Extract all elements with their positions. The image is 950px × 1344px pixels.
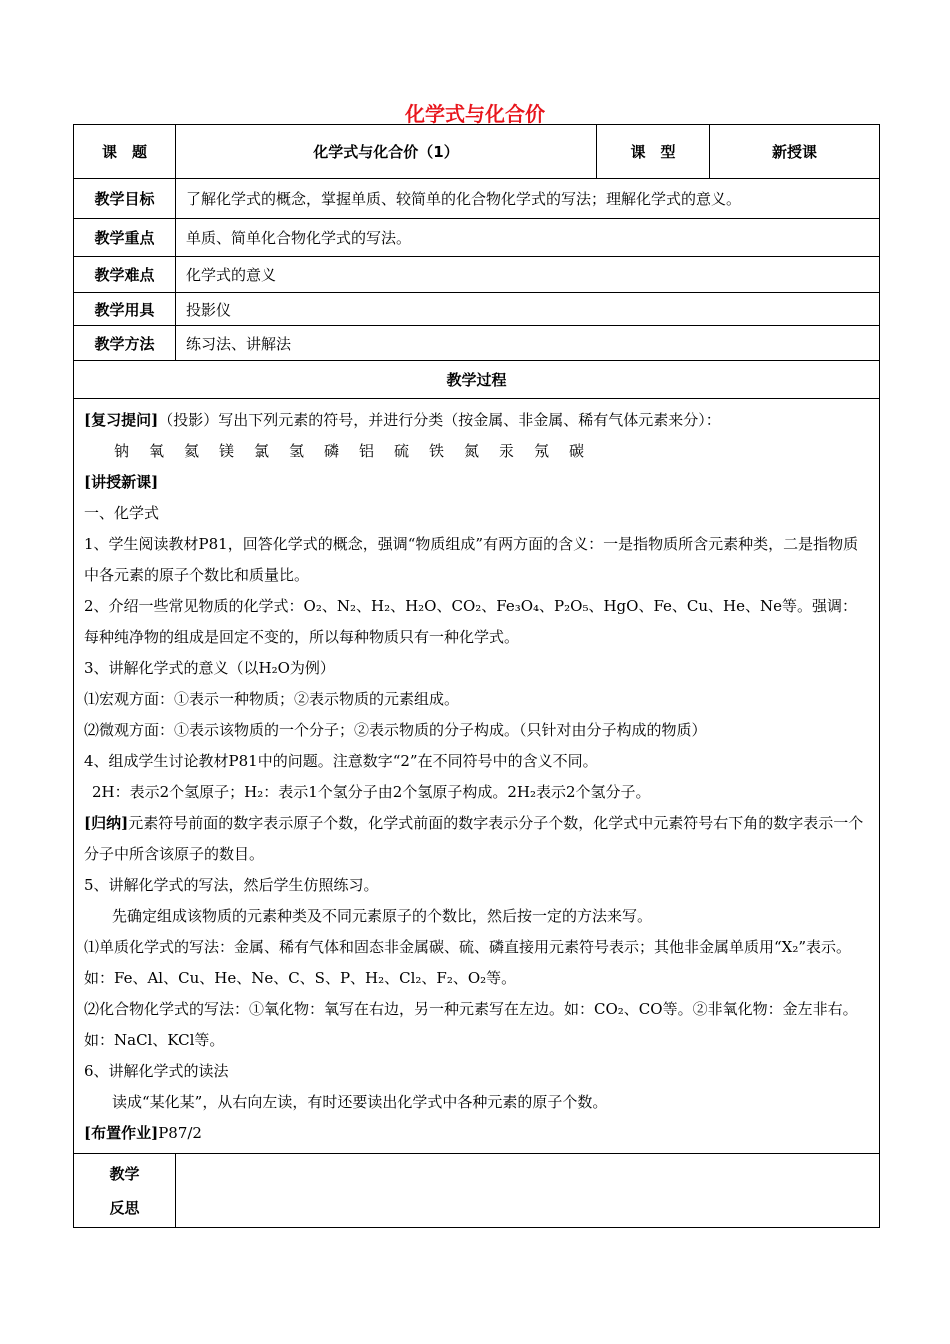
process-row: [74, 399, 880, 1154]
section-1-heading: 一、化学式: [84, 504, 160, 522]
process-title: 教学过程: [74, 361, 880, 399]
paragraph-5c: ⑵化合物化学式的写法：①氧化物：氧写在右边，另一种元素写在左边。如：CO₂、CO等。②非氧化物：金左非右。如：NaCl、KCl等。: [84, 1000, 858, 1049]
review-text: （投影）写出下列元素的符号，并进行分类（按金属、非金属、稀有气体元素来分）：: [158, 411, 721, 429]
element-list: [84, 436, 871, 467]
goal-label: 教学目标: [74, 179, 176, 219]
element-name: 镁: [219, 442, 235, 460]
paragraph-6: 6、讲解化学式的读法: [84, 1062, 229, 1080]
review-tag: [复习提问]: [84, 411, 159, 429]
paragraph-3a: ⑴宏观方面：①表示一种物质；②表示物质的元素组成。: [84, 690, 460, 708]
review-paragraph: [84, 405, 871, 436]
paragraph-5b: ⑴单质化学式的写法：金属、稀有气体和固态非金属碳、硫、磷直接用元素符号表示；其他非金属单质用“X₂”表示。如：Fe、Al、Cu、He、Ne、C、S、P、H₂、Cl₂、F₂、O₂等。: [84, 938, 852, 987]
homework-tag: [布置作业]: [84, 1124, 159, 1142]
element-name: 铁: [429, 442, 445, 460]
summary-text: 元素符号前面的数字表示原子个数，化学式前面的数字表示分子个数，化学式中元素符号右下角的数字表示一个分子中所含该原子的数目。: [84, 814, 864, 863]
process-title-row: [74, 361, 880, 399]
element-name: 氦: [184, 442, 200, 460]
goal-row: [74, 179, 880, 219]
new-lesson-tag: [讲授新课]: [84, 473, 159, 491]
document-title: 化学式与化合价: [405, 102, 545, 126]
difficulty-label: 教学难点: [74, 257, 176, 293]
element-name: 氮: [464, 442, 480, 460]
difficulty-row: [74, 257, 880, 293]
paragraph-3b: ⑵微观方面：①表示该物质的一个分子；②表示物质的分子构成。（只针对由分子构成的物质）: [84, 721, 707, 739]
goal-value: 了解化学式的概念，掌握单质、较简单的化合物化学式的写法；理解化学式的意义。: [176, 179, 880, 219]
tools-row: [74, 293, 880, 326]
reflection-label: [74, 1154, 176, 1228]
homework-paragraph: [84, 1118, 871, 1149]
topic-value: 化学式与化合价（1）: [176, 125, 597, 179]
reflection-row: [74, 1154, 880, 1228]
paragraph-2: 2、介绍一些常见物质的化学式：O₂、N₂、H₂、H₂O、CO₂、Fe₃O₄、P₂O₅、HgO、Fe、Cu、He、Ne等。强调：每种纯净物的组成是回定不变的，所以每种物质只有一种化学式。: [84, 597, 858, 646]
tools-value: 投影仪: [176, 293, 880, 326]
process-content: [74, 399, 880, 1154]
paragraph-1: 1、学生阅读教材P81，回答化学式的概念，强调“物质组成”有两方面的含义：一是指物质所含元素种类，二是指物质中各元素的原子个数比和质量比。: [84, 535, 859, 584]
summary-tag: [归纳]: [84, 814, 129, 832]
element-name: 钠: [114, 442, 130, 460]
topic-label: 课 题: [74, 125, 176, 179]
reflection-content: [176, 1154, 880, 1228]
element-name: 氢: [289, 442, 305, 460]
element-name: 硫: [394, 442, 410, 460]
key-value: 单质、简单化合物化学式的写法。: [176, 219, 880, 257]
key-label: 教学重点: [74, 219, 176, 257]
paragraph-4: 4、组成学生讨论教材P81中的问题。注意数字“2”在不同符号中的含义不同。: [84, 752, 598, 770]
type-value: 新授课: [710, 125, 880, 179]
reflection-label-line1: 教学: [109, 1164, 140, 1183]
paragraph-3: 3、讲解化学式的意义（以H₂O为例）: [84, 659, 335, 677]
method-row: [74, 326, 880, 361]
reflection-label-line2: 反思: [109, 1198, 140, 1217]
element-name: 磷: [324, 442, 340, 460]
method-label: 教学方法: [74, 326, 176, 361]
element-name: 氯: [254, 442, 270, 460]
summary-paragraph: [84, 808, 871, 870]
key-row: [74, 219, 880, 257]
lesson-plan-table: [73, 124, 880, 1228]
element-name: 汞: [499, 442, 515, 460]
method-value: 练习法、讲解法: [176, 326, 880, 361]
tools-label: 教学用具: [74, 293, 176, 326]
type-label: 课 型: [597, 125, 710, 179]
element-name: 铝: [359, 442, 375, 460]
paragraph-5: 5、讲解化学式的写法，然后学生仿照练习。: [84, 876, 379, 894]
difficulty-value: 化学式的意义: [176, 257, 880, 293]
element-name: 氧: [149, 442, 165, 460]
element-name: 氖: [534, 442, 550, 460]
homework-text: P87/2: [158, 1124, 202, 1142]
paragraph-5a: 先确定组成该物质的元素种类及不同元素原子的个数比，然后按一定的方法来写。: [112, 907, 653, 925]
element-name: 碳: [569, 442, 585, 460]
paragraph-4a: 2H：表示2个氢原子；H₂：表示1个氢分子由2个氢原子构成。2H₂表示2个氢分子。: [92, 783, 651, 801]
header-row: [74, 125, 880, 179]
paragraph-6a: 读成“某化某”，从右向左读，有时还要读出化学式中各种元素的原子个数。: [112, 1093, 608, 1111]
